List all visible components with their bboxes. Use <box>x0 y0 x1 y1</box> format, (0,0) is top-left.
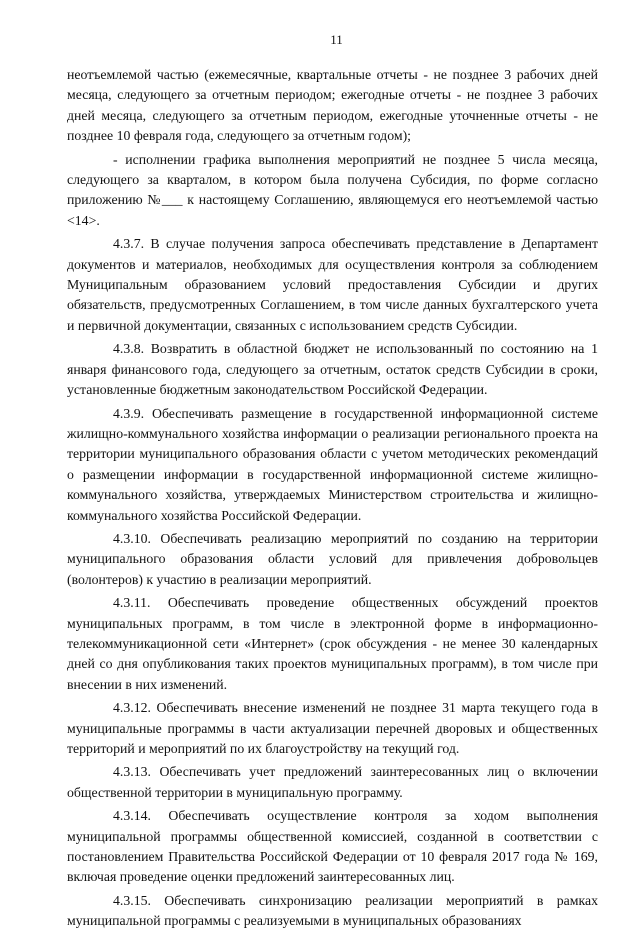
paragraph-4-3-15: 4.3.15. Обеспечивать синхронизацию реализации мероприятий в рамках муниципальной программы с реализуемыми в муниципальных образованиях <box>67 892 598 929</box>
paragraph-4-3-10: 4.3.10. Обеспечивать реализацию мероприятий по созданию на территории муниципального образования области условий для привлечения добровольцев (волонтеров) к участию в реализации мероприятий. <box>67 530 598 587</box>
paragraph-4-3-13: 4.3.13. Обеспечивать учет предложений заинтересованных лиц о включении общественной территории в муниципальную программу. <box>67 764 598 800</box>
paragraph-4-3-9: 4.3.9. Обеспечивать размещение в государственной информационной системе жилищно-коммунального хозяйства информации о реализации регионального проекта на территории муниципального образования области с учетом методических рекомендаций о размещении информации в государственной информационной системе жилищно-коммунального хозяйства, утверждаемых Министерством строительства и жилищно-коммунального хозяйства Российской Федерации. <box>67 405 598 523</box>
paragraph-4-3-8: 4.3.8. Возвратить в областной бюджет не использованный по состоянию на 1 января финансового года, следующего за отчетным, остаток средств Субсидии в сроки, установленные бюджетным законодательством Российской Федерации. <box>67 341 598 398</box>
paragraph-4-3-14: 4.3.14. Обеспечивать осуществление контроля за ходом выполнения муниципальной программы общественной комиссией, созданной в соответствии с постановлением Правительства Российской Федерации от 10 февраля 2017 года № 169, включая проведение оценки предложений заинтересованных лиц. <box>67 808 598 885</box>
page-number: 11 <box>330 32 343 47</box>
paragraph-continuation: неотъемлемой частью (ежемесячные, квартальные отчеты - не позднее 3 рабочих дней месяца, следующего за отчетным периодом; ежегодные отчеты - не позднее 3 рабочих дней месяца, следующего за отчетным периодом, ежегодные уточненные отчеты - не позднее 10 февраля года, следующего за отчетным годом); <box>67 67 598 144</box>
paragraph-schedule: - исполнении графика выполнения мероприятий не позднее 5 числа месяца, следующего за кварталом, в котором была получена Субсидия, по форме согласно приложению №___ к настоящему Соглашению, являющемуся его неотъемлемой частью <14>. <box>67 151 598 228</box>
paragraph-4-3-12: 4.3.12. Обеспечивать внесение изменений не позднее 31 марта текущего года в муниципальные программы в части актуализации перечней дворовых и общественных территорий и мероприятий по их благоустройству на текущий год. <box>67 700 598 756</box>
paragraph-4-3-7: 4.3.7. В случае получения запроса обеспечивать представление в Департамент документов и материалов, необходимых для осуществления контроля за соблюдением Муниципальным образованием условий предоставления Субсидии и других обязательств, предусмотренных Соглашением, в том числе данных бухгалтерского учета и первичной документации, связанных с использованием средств Субсидии. <box>67 236 598 333</box>
paragraph-4-3-11: 4.3.11. Обеспечивать проведение общественных обсуждений проектов муниципальных программ, в том числе в электронной форме в информационно-телекоммуникационной сети «Интернет» (срок обсуждения - не менее 30 календарных дней со дня опубликования таких проектов муниципальных программ), в том числе при внесении в них изменений. <box>67 595 598 692</box>
